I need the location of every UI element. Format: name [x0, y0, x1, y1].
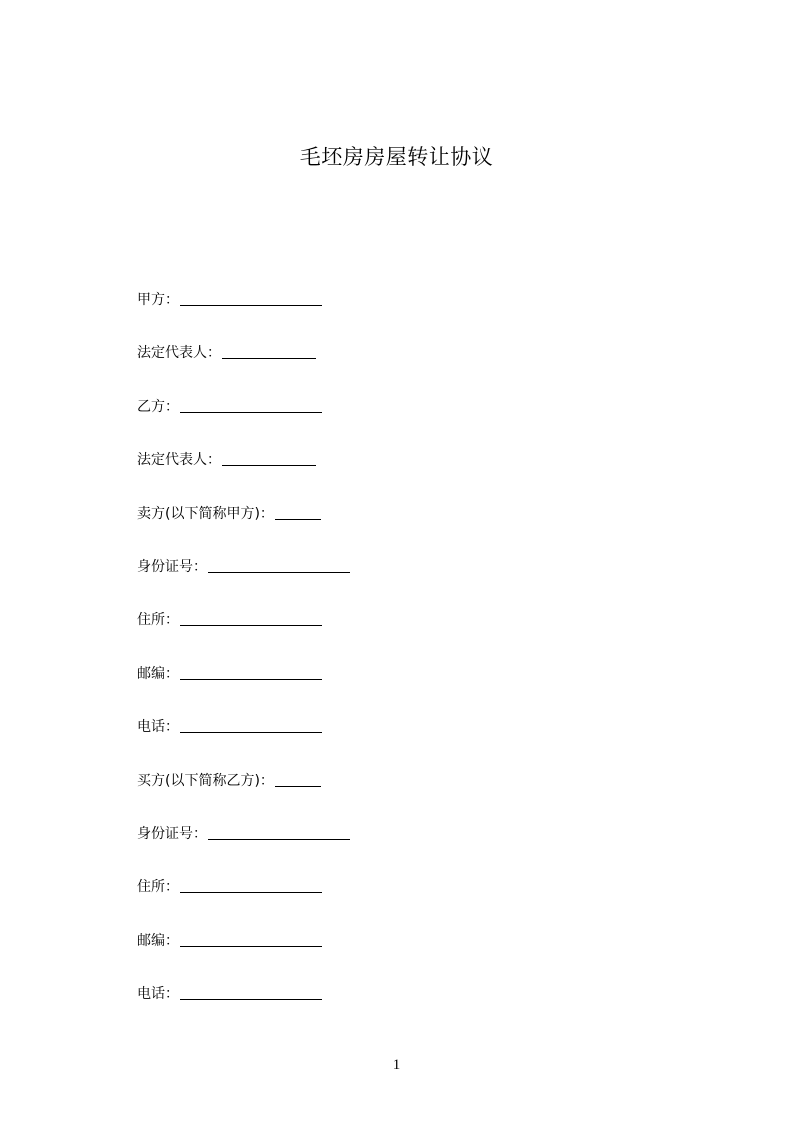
fill-in-blank[interactable]	[208, 824, 350, 840]
field-label: 卖方(以下简称甲方)：	[137, 505, 274, 522]
field-label: 住所：	[137, 612, 179, 629]
document-title: 毛坯房房屋转让协议	[299, 145, 494, 169]
fill-in-blank[interactable]	[180, 931, 322, 947]
party-info-fields	[137, 290, 697, 1037]
field-label: 法定代表人：	[137, 345, 221, 362]
field-label: 乙方：	[137, 398, 179, 415]
fill-in-blank[interactable]	[180, 664, 322, 680]
field-label: 买方(以下简称乙方)：	[137, 772, 274, 789]
field-seller-phone	[137, 717, 697, 770]
field-seller	[137, 504, 697, 557]
field-label: 甲方：	[137, 292, 179, 308]
field-buyer-address	[137, 877, 697, 930]
fill-in-blank[interactable]	[180, 610, 322, 626]
field-seller-id-number	[137, 557, 697, 610]
field-label: 电话：	[137, 986, 179, 1003]
fill-in-blank[interactable]	[180, 397, 322, 413]
fill-in-blank[interactable]	[275, 504, 321, 520]
field-label: 身份证号：	[137, 558, 207, 575]
fill-in-blank[interactable]	[180, 984, 322, 1000]
fill-in-blank[interactable]	[180, 717, 322, 733]
field-label: 住所：	[137, 879, 179, 896]
fill-in-blank[interactable]	[275, 771, 321, 787]
field-party-b	[137, 397, 697, 450]
field-label: 法定代表人：	[137, 452, 221, 469]
field-label: 身份证号：	[137, 825, 207, 842]
fill-in-blank[interactable]	[222, 343, 316, 359]
field-seller-postcode	[137, 664, 697, 717]
field-party-a-legal-rep	[137, 343, 697, 396]
field-label: 电话：	[137, 719, 179, 736]
fill-in-blank[interactable]	[222, 450, 316, 466]
field-party-b-legal-rep	[137, 450, 697, 503]
field-party-a	[137, 290, 697, 343]
field-buyer-id-number	[137, 824, 697, 877]
field-buyer-phone	[137, 984, 697, 1037]
field-buyer	[137, 771, 697, 824]
field-label: 邮编：	[137, 932, 179, 949]
fill-in-blank[interactable]	[208, 557, 350, 573]
page-number: 1	[392, 1057, 401, 1073]
field-seller-address	[137, 610, 697, 663]
fill-in-blank[interactable]	[180, 290, 322, 306]
fill-in-blank[interactable]	[180, 877, 322, 893]
field-label: 邮编：	[137, 665, 179, 682]
field-buyer-postcode	[137, 931, 697, 984]
